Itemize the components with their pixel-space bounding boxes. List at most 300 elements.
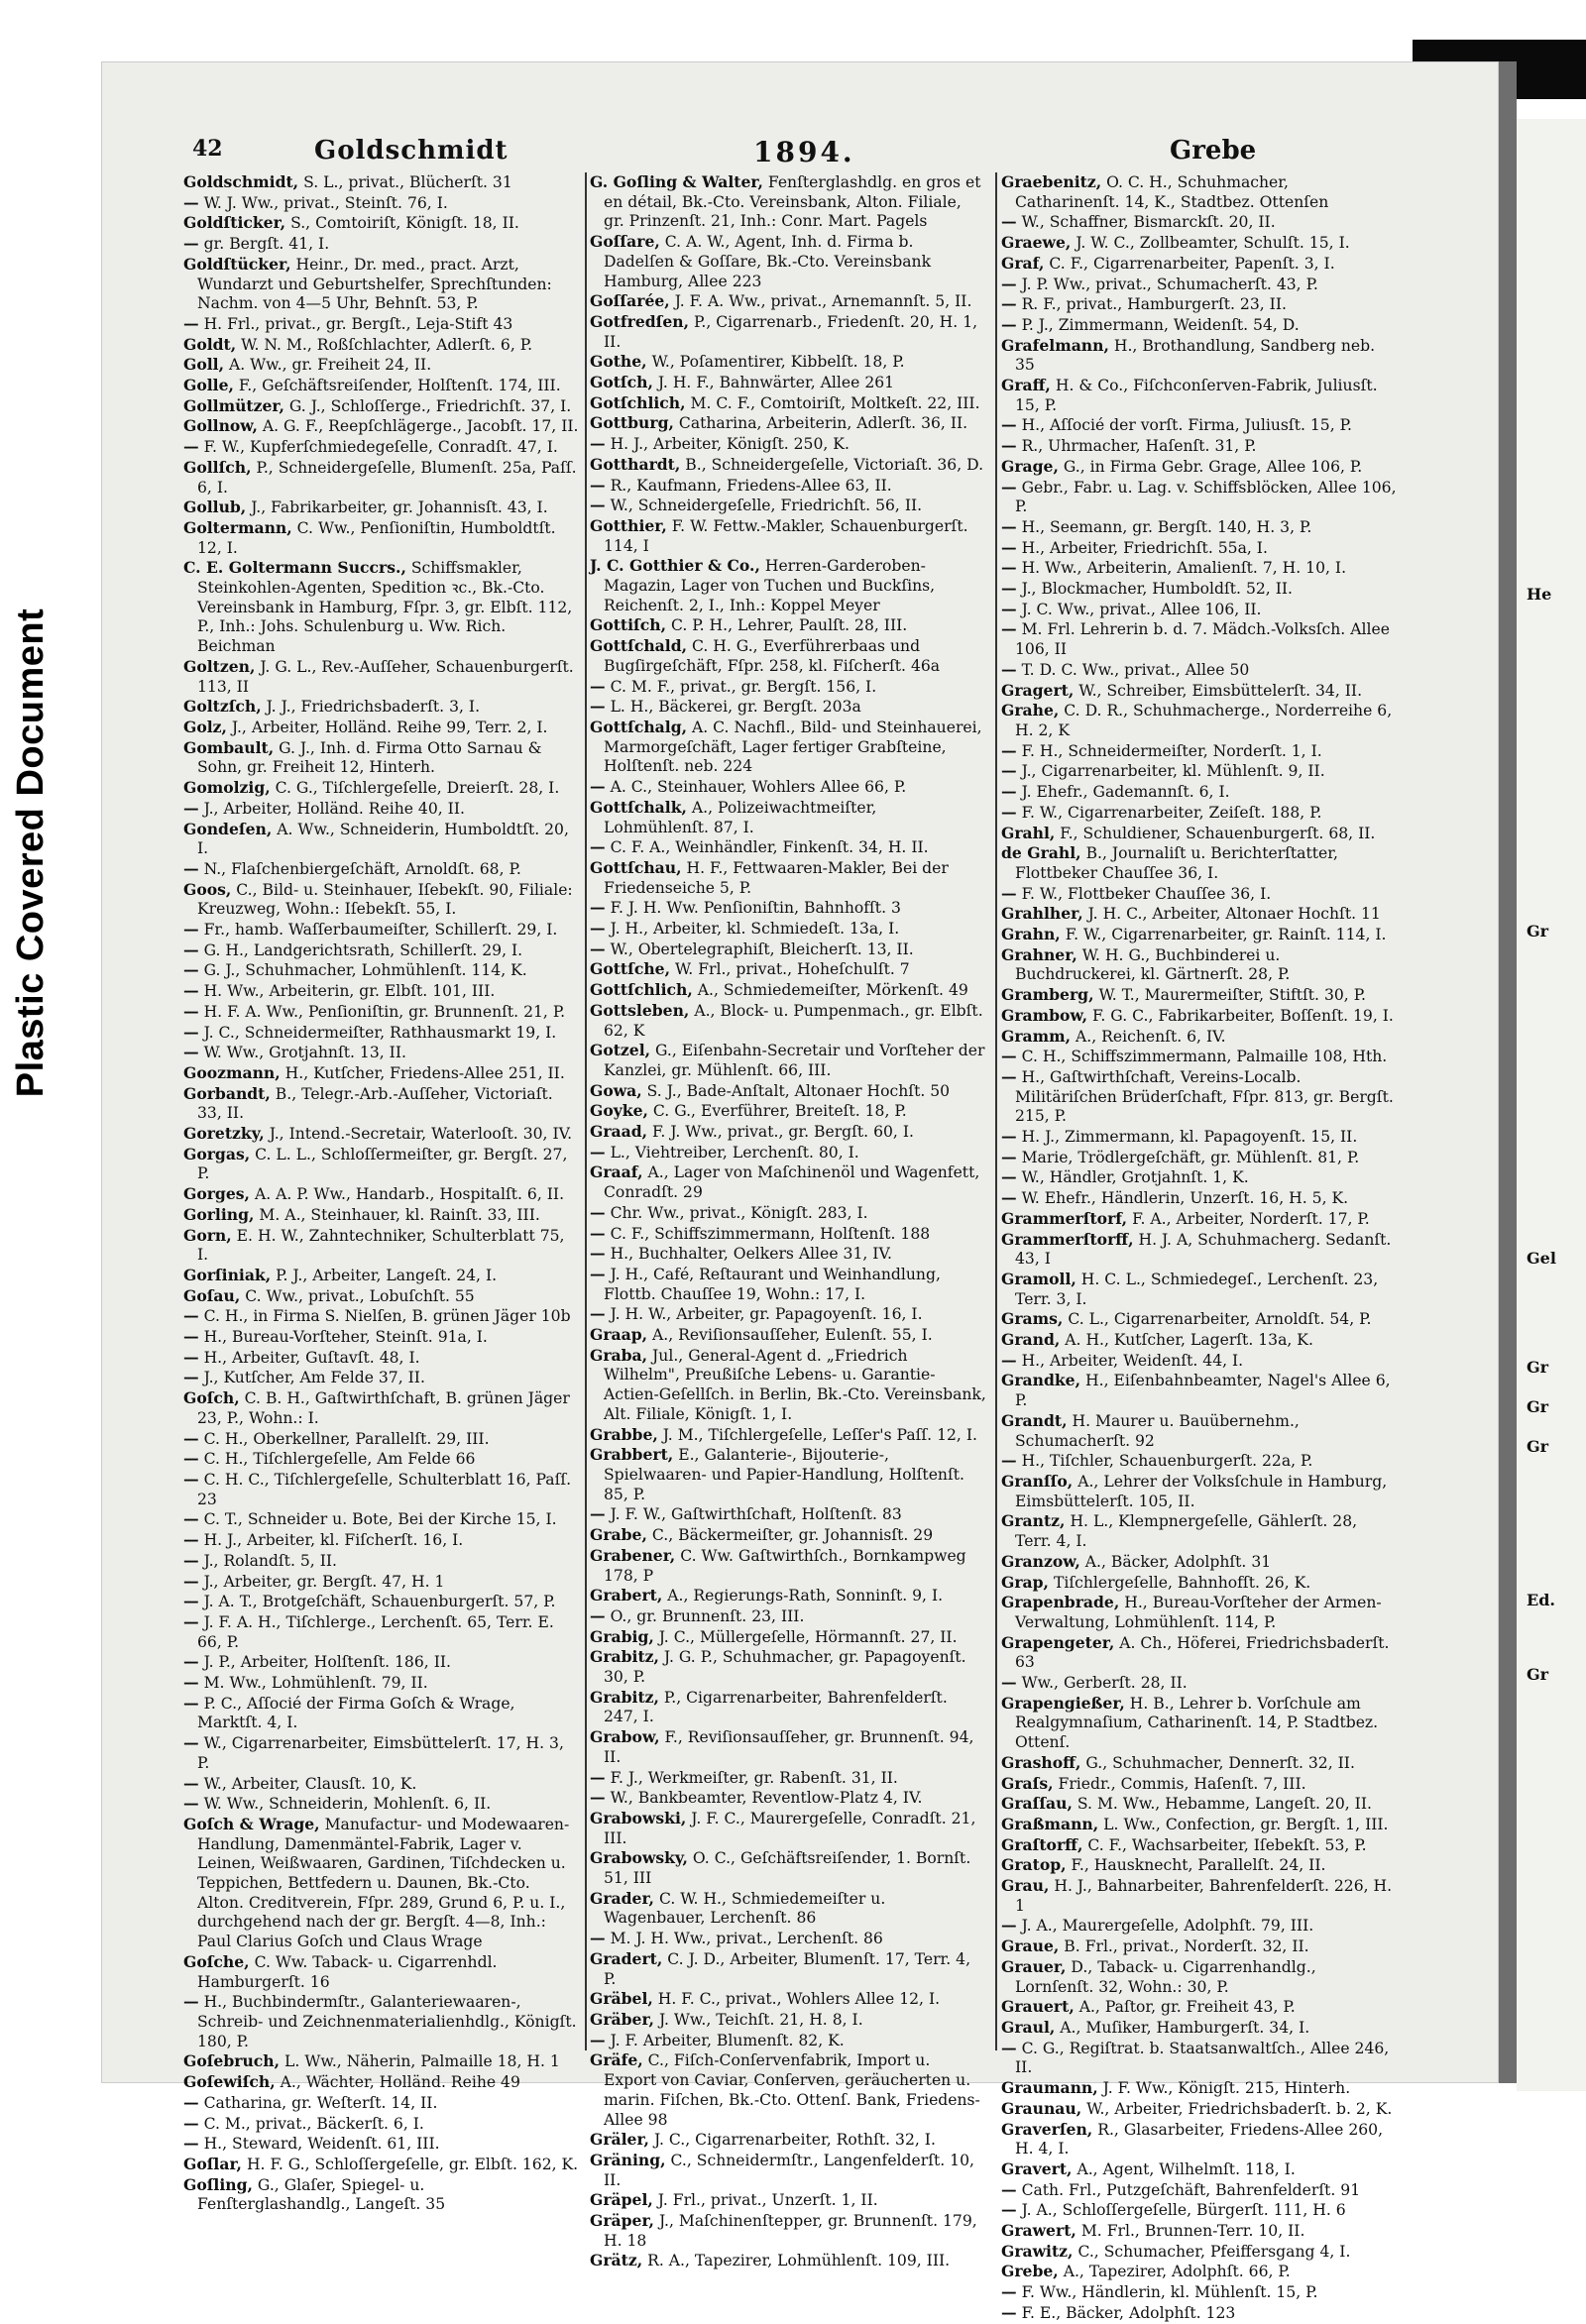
- entry-text: Ww., Gerberſt. 28, II.: [1021, 1674, 1188, 1693]
- entry-name: —: [590, 475, 606, 495]
- entry-text: J. H. C., Arbeiter, Altonaer Hochſt. 11: [1087, 905, 1381, 924]
- directory-entry: [590, 1143, 986, 1163]
- entry-text: H., Buchhalter, Oelkers Allee 31, IV.: [610, 1245, 892, 1264]
- entry-name: Gräpel,: [590, 2190, 653, 2210]
- directory-entry: [183, 1205, 580, 1226]
- entry-name: Grauert,: [1001, 1997, 1075, 2017]
- directory-entry: [1001, 1411, 1398, 1451]
- directory-entry: [590, 1768, 986, 1789]
- directory-entry: [590, 959, 986, 980]
- next-page-fragment: Gel: [1527, 1249, 1556, 1268]
- entry-text: R., Glasarbeiter, Friedens-Allee 260, H. 4, I.: [1015, 2120, 1384, 2158]
- entry-text: C. M., privat., Bäckerſt. 6, I.: [203, 2114, 424, 2133]
- entry-text: B., Telegr.-Arb.-Auſſeher, Victoriaſt. 33, II.: [197, 1084, 553, 1123]
- entry-text: J. H. W., Arbeiter, gr. Papagoyenſt. 16, I.: [610, 1305, 923, 1324]
- directory-entry: [590, 516, 986, 556]
- entry-name: Grabert,: [590, 1586, 663, 1605]
- entry-name: —: [1001, 740, 1017, 760]
- directory-entry: [183, 458, 580, 498]
- entry-text: W., Schaffner, Bismarckſt. 20, II.: [1021, 213, 1276, 232]
- directory-entry: [590, 615, 986, 636]
- directory-entry: [183, 1815, 580, 1952]
- entry-text: W., Poſamentirer, Kibbelſt. 18, P.: [651, 353, 905, 372]
- entry-text: J. Ehefr., Gademannſt. 6, I.: [1021, 783, 1230, 802]
- directory-entry: [1001, 1472, 1398, 1511]
- entry-name: Goſewiſch,: [183, 2072, 276, 2092]
- page-header: [101, 136, 1499, 173]
- directory-entry: [183, 193, 580, 214]
- directory-entry: [183, 738, 580, 778]
- entry-text: J. F. A. Ww., privat., Arnemannſt. 5, II.: [674, 292, 972, 311]
- entry-name: Grapengießer,: [1001, 1693, 1125, 1713]
- entry-name: —: [1001, 2200, 1017, 2220]
- entry-text: B. Frl., privat., Norderſt. 32, II.: [1064, 1937, 1309, 1956]
- entry-text: C. Ww. Taback- u. Cigarrenhdl. Hamburgerſt. 16: [197, 1952, 498, 1991]
- entry-name: —: [590, 1788, 606, 1808]
- directory-entry: [183, 1327, 580, 1348]
- entry-text: L. Ww., Confection, gr. Bergſt. 1, III.: [1103, 1815, 1389, 1833]
- entry-text: P. C., Aſſocié der Firma Goſch & Wrage, Marktſt. 4, I.: [197, 1694, 515, 1732]
- entry-text: H., Kutſcher, Friedens-Allee 251, II.: [284, 1063, 565, 1082]
- directory-entry: [1001, 2282, 1398, 2303]
- entry-text: G., Schuhmacher, Dennerſt. 32, II.: [1085, 1753, 1355, 1772]
- entry-text: A., Lehrer der Volksſchule in Hamburg, Eimsbüttelerſt. 105, II.: [1015, 1473, 1388, 1510]
- entry-text: J. J., Friedrichsbaderſt. 3, I.: [266, 698, 481, 717]
- directory-entry: [1001, 701, 1398, 740]
- entry-name: Gramm,: [1001, 1026, 1072, 1046]
- entry-text: C. H., in Firma S. Nielſen, B. grünen Jäger 10b: [203, 1307, 571, 1326]
- directory-entry: [1001, 2099, 1398, 2120]
- entry-name: —: [183, 940, 199, 959]
- directory-entry: [183, 1306, 580, 1327]
- directory-entry: [1001, 478, 1398, 517]
- entry-text: P., Cigarrenarbeiter, Bahrenfelderſt. 247, I.: [604, 1688, 948, 1726]
- entry-text: R. F., privat., Hamburgerſt. 23, II.: [1021, 295, 1287, 314]
- directory-entry: [1001, 741, 1398, 762]
- directory-entry: [1001, 1774, 1398, 1795]
- header-right-name: Grebe: [1170, 136, 1257, 166]
- directory-entry: [1001, 1694, 1398, 1753]
- entry-text: A., Muſiker, Hamburgerſt. 34, I.: [1060, 2018, 1310, 2037]
- entry-name: Gottſchalg,: [590, 717, 688, 736]
- directory-entry: [183, 518, 580, 558]
- entry-text: Chr. Ww., privat., Königſt. 283, I.: [610, 1203, 868, 1222]
- entry-name: —: [1001, 2038, 1017, 2057]
- entry-name: Gramoll,: [1001, 1269, 1076, 1288]
- entry-text: F. W., Cigarrenarbeiter, Zeiſeſt. 188, P.: [1021, 803, 1322, 822]
- entry-text: H., Arbeiter, Friedrichſt. 55a, I.: [1021, 538, 1268, 557]
- entry-name: Grantz,: [1001, 1511, 1066, 1531]
- entry-text: B., Journaliſt u. Berichterſtatter, Flottbeker Chauſſee 36, I.: [1015, 844, 1338, 882]
- directory-entry: [183, 1023, 580, 1044]
- entry-text: J. Ww., Teichſt. 21, H. 8, I.: [658, 2010, 863, 2029]
- entry-name: Gotthardt,: [590, 454, 681, 474]
- directory-entry: [183, 718, 580, 738]
- directory-entry: [1001, 579, 1398, 600]
- entry-name: —: [183, 1001, 199, 1021]
- entry-text: C. H. C., Tiſchlergeſelle, Schulterblatt 16, Paſſ. 23: [197, 1471, 572, 1508]
- entry-name: Gondeſen,: [183, 819, 273, 838]
- entry-text: J. C., Schneidermeiſter, Rathhausmarkt 19, I.: [203, 1023, 557, 1042]
- entry-name: Gragert,: [1001, 680, 1075, 700]
- directory-entry: [1001, 294, 1398, 315]
- entry-text: F. E., Bäcker, Adolphſt. 123: [1021, 2303, 1236, 2322]
- entry-text: H. L., Klempnergeſelle, Gählerſt. 28, Terr. 4, I.: [1015, 1512, 1358, 1551]
- entry-name: Goſch,: [183, 1388, 240, 1408]
- directory-entry: [590, 1989, 986, 2010]
- entry-name: Grahner,: [1001, 944, 1077, 964]
- entry-name: Gottſchau,: [590, 857, 682, 877]
- entry-name: Grahe,: [1001, 701, 1060, 720]
- next-page-fragment: Ed.: [1527, 1591, 1555, 1609]
- entry-text: L. H., Bäckerei, gr. Bergſt. 203a: [610, 698, 861, 717]
- directory-entry: [590, 980, 986, 1001]
- header-left-name: Goldschmidt: [314, 136, 509, 166]
- entry-text: H., Steward, Weidenſt. 61, III.: [203, 2135, 440, 2154]
- entry-name: —: [183, 960, 199, 980]
- entry-name: Gottiſch,: [590, 615, 667, 635]
- entry-text: J. P. Ww., privat., Schumacherſt. 43, P.: [1021, 275, 1318, 293]
- entry-name: Goſche,: [183, 1951, 250, 1971]
- entry-text: S., Comtoiriſt, Königſt. 18, II.: [290, 214, 519, 233]
- directory-entry: [590, 1688, 986, 1727]
- entry-name: —: [590, 1142, 606, 1162]
- entry-name: Goſſare,: [590, 232, 660, 252]
- entry-text: N., Flaſchenbiergeſchäft, Arnoldſt. 68, P.: [203, 859, 521, 878]
- entry-text: J. F. Ww., Königſt. 215, Hinterh.: [1102, 2079, 1351, 2098]
- entry-text: A., Bäcker, Adolphſt. 31: [1084, 1552, 1272, 1571]
- directory-entry: [1001, 1815, 1398, 1835]
- directory-entry: [1001, 233, 1398, 254]
- entry-name: —: [1001, 1127, 1017, 1147]
- directory-entry: [1001, 2242, 1398, 2263]
- directory-entry: [183, 2093, 580, 2114]
- entry-name: Graumann,: [1001, 2078, 1098, 2098]
- directory-entry: [590, 2251, 986, 2271]
- entry-text: R. A., Tapezirer, Lohmühlenſt. 109, III.: [647, 2252, 951, 2270]
- entry-name: —: [1001, 1350, 1017, 1370]
- directory-entry: [183, 1551, 580, 1572]
- directory-entry: [183, 1572, 580, 1593]
- directory-entry: [1001, 1957, 1398, 1997]
- directory-entry: [1001, 1511, 1398, 1551]
- directory-entry: [183, 1348, 580, 1369]
- entry-text: F. A., Arbeiter, Norderſt. 17, P.: [1132, 1209, 1370, 1228]
- entry-name: Grabbe,: [590, 1424, 658, 1444]
- entry-text: H., Aſſocié der vorſt. Firma, Juliusſt. 15, P.: [1021, 416, 1352, 435]
- entry-name: Goſſarée,: [590, 291, 670, 311]
- entry-name: —: [1001, 537, 1017, 557]
- entry-text: C. F. A., Weinhändler, Finkenſt. 34, H. II.: [610, 838, 929, 857]
- directory-entry: [183, 1084, 580, 1124]
- column-1: [183, 172, 580, 2215]
- entry-name: Grauer,: [1001, 1956, 1067, 1976]
- entry-text: J., Intend.-Secretair, Waterlooſt. 30, IV.: [269, 1125, 573, 1144]
- directory-entry: [1001, 1916, 1398, 1937]
- directory-entry: [1001, 1753, 1398, 1774]
- entry-text: H., Seemann, gr. Bergſt. 140, H. 3, P.: [1021, 517, 1312, 536]
- directory-entry: [590, 1244, 986, 1265]
- entry-name: Grabig,: [590, 1626, 654, 1646]
- entry-name: Gotthier,: [590, 515, 667, 535]
- entry-name: —: [1001, 516, 1017, 536]
- directory-entry: [1001, 415, 1398, 436]
- entry-name: —: [183, 1530, 199, 1550]
- directory-entry: [183, 2051, 580, 2072]
- entry-name: —: [183, 1693, 199, 1713]
- entry-name: Grap,: [1001, 1572, 1049, 1592]
- directory-entry: [590, 1546, 986, 1586]
- directory-entry: [183, 1992, 580, 2051]
- directory-entry: [183, 255, 580, 314]
- entry-text: F., Geſchäftsreiſender, Holſtenſt. 174, III.: [238, 377, 561, 395]
- entry-name: —: [183, 1306, 199, 1326]
- entry-name: Goozmann,: [183, 1062, 281, 1082]
- entry-name: —: [183, 1509, 199, 1529]
- entry-text: S. L., privat., Blücherſt. 31: [303, 173, 512, 191]
- entry-name: Gowa,: [590, 1080, 642, 1100]
- entry-text: J. C., Cigarrenarbeiter, Rothſt. 32, I.: [653, 2131, 936, 2150]
- entry-name: Grand,: [1001, 1330, 1061, 1350]
- directory-entry: [1001, 315, 1398, 336]
- directory-entry: [590, 1122, 986, 1143]
- entry-text: Jul., General-Agent d. „Friedrich Wilhelm", Preußiſche Lebens- u. Garantie-Actien-Geſellſch. in Berlin, Bk.-Cto. Vereinsbank, Alt. Filiale, Königſt. 1, I.: [604, 1346, 986, 1423]
- entry-name: —: [1001, 579, 1017, 599]
- directory-entry: [183, 1774, 580, 1795]
- entry-text: H. J., Bahnarbeiter, Bahrenfelderſt. 226, H. 1: [1015, 1877, 1393, 1915]
- entry-text: H. J., Zimmermann, kl. Papagoyenſt. 15, II.: [1021, 1128, 1358, 1147]
- directory-entry: [590, 1889, 986, 1929]
- entry-text: T. D. C. Ww., privat., Allee 50: [1021, 660, 1250, 679]
- entry-text: G. H., Landgerichtsrath, Schillerſt. 29, I.: [203, 941, 523, 959]
- entry-name: —: [1001, 599, 1017, 618]
- directory-entry: [590, 1203, 986, 1224]
- entry-name: Gottſchalk,: [590, 797, 687, 817]
- directory-entry: [183, 1266, 580, 1286]
- entry-text: H. J., Arbeiter, kl. Fiſcherſt. 16, I.: [203, 1531, 464, 1550]
- entry-text: J., Arbeiter, Holländ. Reihe 99, Terr. 2, I.: [231, 718, 548, 736]
- entry-name: —: [183, 920, 199, 940]
- entry-text: M. Frl. Lehrerin b. d. 7. Mädch.-Volksſch. Allee 106, II: [1015, 620, 1390, 659]
- entry-text: B., Schneidergeſelle, Victoriaſt. 36, D.: [685, 455, 984, 474]
- directory-entry: [590, 352, 986, 373]
- entry-text: J. A., Maurergeſelle, Adolphſt. 79, III.: [1021, 1917, 1314, 1936]
- directory-entry: [183, 1124, 580, 1145]
- entry-text: Catharina, gr. Weſterſt. 14, II.: [203, 2093, 438, 2112]
- directory-entry: [183, 1368, 580, 1388]
- entry-text: E., Galanterie-, Bijouterie-, Spielwaaren- und Papier-Handlung, Holſtenſt. 85, P.: [604, 1446, 964, 1503]
- entry-name: —: [590, 1264, 606, 1283]
- entry-text: C. W. H., Schmiedemeiſter u. Wagenbauer, Lerchenſt. 86: [604, 1889, 886, 1928]
- entry-name: —: [1001, 2302, 1017, 2322]
- entry-text: gr. Bergſt. 41, I.: [203, 235, 330, 254]
- entry-name: Gottſchlich,: [590, 980, 693, 1000]
- entry-name: Goſau,: [183, 1285, 241, 1305]
- entry-text: W. Ww., Grotjahnſt. 13, II.: [203, 1044, 406, 1062]
- entry-text: J. C. Ww., privat., Allee 106, II.: [1021, 600, 1262, 618]
- entry-text: M. Frl., Brunnen-Terr. 10, II.: [1080, 2222, 1305, 2241]
- entry-name: —: [590, 697, 606, 717]
- entry-name: Gräfe,: [590, 2050, 643, 2070]
- next-page-fragment: Gr: [1527, 1358, 1549, 1377]
- entry-name: Graba,: [590, 1345, 648, 1365]
- entry-text: O., gr. Brunnenſt. 23, III.: [610, 1606, 805, 1625]
- directory-entry: [183, 1449, 580, 1470]
- entry-text: C. F., Schiffszimmermann, Holſtenſt. 188: [610, 1224, 931, 1243]
- entry-name: Graaf,: [590, 1162, 643, 1182]
- directory-entry: [1001, 884, 1398, 905]
- entry-name: Gollmützer,: [183, 395, 284, 415]
- directory-entry: [590, 2010, 986, 2031]
- entry-name: Gorſiniak,: [183, 1265, 272, 1284]
- entry-text: J. H., Café, Reſtaurant und Weinhandlung, Flottb. Chauſſee 19, Wohn.: 17, I.: [604, 1265, 941, 1303]
- entry-text: J., Arbeiter, gr. Bergſt. 47, H. 1: [203, 1572, 445, 1591]
- entry-text: W. T., Maurermeiſter, Stiftſt. 30, P.: [1098, 986, 1367, 1005]
- entry-name: Graewe,: [1001, 233, 1072, 253]
- entry-name: Grabbert,: [590, 1445, 674, 1465]
- entry-text: C. L., Cigarrenarbeiter, Arnoldſt. 54, P.: [1068, 1310, 1372, 1329]
- entry-name: Graſſau,: [1001, 1794, 1073, 1814]
- entry-name: —: [1001, 2282, 1017, 2302]
- entry-text: H., Buchbindermſtr., Galanteriewaaren-, Schreib- und Zeichnenmaterialienhdlg., Königſt. 180, P.: [197, 1993, 577, 2050]
- entry-name: —: [1001, 1673, 1017, 1693]
- entry-text: Marie, Trödlergeſchäft, gr. Mühlenſt. 81, P.: [1021, 1148, 1360, 1166]
- entry-name: —: [590, 1929, 606, 1948]
- directory-entry: [590, 1304, 986, 1325]
- entry-text: W., Arbeiter, Clausſt. 10, K.: [203, 1774, 417, 1793]
- entry-text: A. Ch., Höferei, Friedrichsbaderſt. 63: [1015, 1633, 1390, 1672]
- next-page-fragment: Gr: [1527, 1437, 1549, 1456]
- entry-name: Granſſo,: [1001, 1472, 1074, 1491]
- directory-entry: [183, 1612, 580, 1652]
- entry-name: Goſch & Wrage,: [183, 1814, 320, 1833]
- entry-text: C. G., Everführer, Breiteſt. 18, P.: [652, 1102, 907, 1121]
- directory-entry: [1001, 2200, 1398, 2221]
- entry-text: W., Obertelegraphiſt, Bleicherſt. 13, II.: [610, 940, 914, 958]
- entry-name: Granzow,: [1001, 1551, 1080, 1571]
- directory-entry: [183, 558, 580, 657]
- directory-entry: [590, 1606, 986, 1627]
- directory-entry: [590, 2130, 986, 2151]
- directory-entry: [590, 919, 986, 940]
- directory-entry: [183, 213, 580, 234]
- entry-text: C. G., Regiſtrat. b. Staatsanwaltſch., Allee 246, II.: [1015, 2039, 1390, 2077]
- entry-text: A. C. Nachfl., Bild- und Steinhauerei, Marmorgeſchäft, Lager fertiger Grabſteine, Holſtenſt. neb. 224: [604, 718, 982, 776]
- directory-entry: [590, 1949, 986, 1989]
- entry-name: Goſlar,: [183, 2154, 242, 2173]
- entry-text: M. C. F., Comtoiriſt, Moltkeſt. 22, III.: [690, 393, 980, 412]
- entry-text: Friedr., Commis, Haſenſt. 7, III.: [1058, 1774, 1306, 1793]
- entry-name: Goltzen,: [183, 656, 256, 676]
- directory-entry: [183, 1592, 580, 1612]
- directory-entry: [590, 1265, 986, 1304]
- directory-entry: [183, 335, 580, 356]
- directory-entry: [590, 291, 986, 312]
- directory-entry: [1001, 600, 1398, 620]
- entry-text: A. A. P. Ww., Handarb., Hospitalſt. 6, II.: [254, 1185, 565, 1204]
- entry-name: —: [183, 1022, 199, 1042]
- entry-text: C., Fiſch-Conſervenfabrik, Import u. Export von Caviar, Conſerven, geräucherten u. marin. Fiſchen, Bk.-Cto. Ottenſ. Bank, Friedens-Allee 98: [604, 2051, 980, 2129]
- entry-text: Tiſchlergeſelle, Bahnhofſt. 26, K.: [1053, 1573, 1311, 1592]
- directory-entry: [590, 1445, 986, 1504]
- entry-text: Fr., hamb. Waſſerbaumeiſter, Schillerſt. 29, I.: [203, 921, 558, 940]
- entry-text: P., Schneidergeſelle, Blumenſt. 25a, Paſſ. 6, I.: [197, 458, 577, 497]
- directory-entry: [1001, 1633, 1398, 1673]
- entry-name: Goldt,: [183, 334, 237, 354]
- directory-entry: [183, 2134, 580, 2155]
- entry-name: —: [183, 1470, 199, 1489]
- entry-name: Graebenitz,: [1001, 172, 1102, 191]
- entry-text: A. H., Kutſcher, Lagerſt. 13a, K.: [1065, 1331, 1313, 1350]
- entry-name: Gravert,: [1001, 2158, 1073, 2178]
- entry-name: Grandt,: [1001, 1410, 1068, 1430]
- entry-text: J., Blockmacher, Humboldſt. 52, II.: [1021, 580, 1293, 599]
- directory-entry: [1001, 1351, 1398, 1372]
- directory-entry: [1001, 925, 1398, 945]
- entry-name: Graad,: [590, 1122, 648, 1142]
- entry-name: —: [1001, 294, 1017, 314]
- entry-text: C. F., Cigarrenarbeiter, Papenſt. 3, I.: [1049, 254, 1335, 273]
- directory-entry: [1001, 1167, 1398, 1188]
- entry-name: Graf,: [1001, 253, 1045, 273]
- entry-text: O. C., Geſchäftsreiſender, 1. Bornſt. 51, III: [604, 1849, 971, 1888]
- entry-text: H. B., Lehrer b. Vorſchule am Realgymnaſium, Catharinenſt. 14, P. Stadtbez. Ottenſ.: [1015, 1694, 1379, 1752]
- entry-name: —: [1001, 761, 1017, 781]
- entry-name: —: [590, 1202, 606, 1222]
- directory-entry: [183, 2072, 580, 2093]
- entry-name: —: [183, 858, 199, 878]
- entry-text: A. G. F., Reepſchlägerge., Jacobſt. 17, II.: [262, 417, 579, 436]
- directory-entry: [1001, 1997, 1398, 2018]
- directory-entry: [590, 172, 986, 232]
- entry-name: Gräbel,: [590, 1989, 653, 2009]
- directory-entry: [590, 1101, 986, 1122]
- directory-entry: [183, 778, 580, 799]
- entry-text: F. Ww., Händlerin, kl. Mühlenſt. 15, P.: [1021, 2283, 1318, 2302]
- directory-entry: [590, 2211, 986, 2251]
- entry-name: Gorgas,: [183, 1144, 251, 1163]
- entry-text: C. J. D., Arbeiter, Blumenſt. 17, Terr. 4, P.: [604, 1949, 971, 1988]
- entry-name: Goos,: [183, 879, 232, 899]
- directory-entry: [590, 837, 986, 858]
- entry-name: Grage,: [1001, 456, 1059, 476]
- directory-entry: [1001, 1673, 1398, 1694]
- entry-text: W. Ehefr., Händlerin, Unzerſt. 16, H. 5, K.: [1021, 1189, 1349, 1208]
- entry-name: —: [1001, 415, 1017, 435]
- entry-text: H., Bureau-Vorſteher der Armen-Verwaltung, Lohmühlenſt. 114, P.: [1015, 1594, 1382, 1631]
- directory-entry: [590, 2031, 986, 2051]
- entry-text: F. W., Kupferſchmiedegeſelle, Conradſt. 47, I.: [203, 438, 558, 457]
- entry-name: Grambow,: [1001, 1005, 1088, 1025]
- directory-entry: [590, 1325, 986, 1346]
- entry-text: H., Gaſtwirthſchaft, Vereins-Localb. Militäriſchen Brüderſchaft, Fſpr. 813, gr. Bergſt. 215, P.: [1015, 1067, 1394, 1126]
- entry-name: —: [1001, 1147, 1017, 1166]
- directory-entry: [183, 355, 580, 376]
- directory-entry: [590, 2050, 986, 2130]
- entry-name: Goyke,: [590, 1101, 648, 1121]
- directory-entry: [1001, 1552, 1398, 1573]
- directory-entry: [183, 820, 580, 859]
- directory-entry: [1001, 904, 1398, 925]
- entry-text: P., Cigarrenarb., Friedenſt. 20, H. 1, II.: [604, 312, 978, 351]
- entry-text: H. Maurer u. Bauübernehm., Schumacherſt. 92: [1015, 1411, 1300, 1450]
- entry-text: J. F. Arbeiter, Blumenſt. 82, K.: [610, 2031, 845, 2049]
- entry-text: H., Arbeiter, Guſtavſt. 48, I.: [203, 1348, 420, 1367]
- entry-text: H. F. G., Schloſſergeſelle, gr. Elbſt. 162, K.: [246, 2155, 579, 2173]
- entry-name: Graſtorff,: [1001, 1834, 1083, 1854]
- directory-entry: [183, 1429, 580, 1450]
- entry-text: J. A. T., Brotgeſchäft, Schauenburgerſt. 57, P.: [203, 1593, 556, 1611]
